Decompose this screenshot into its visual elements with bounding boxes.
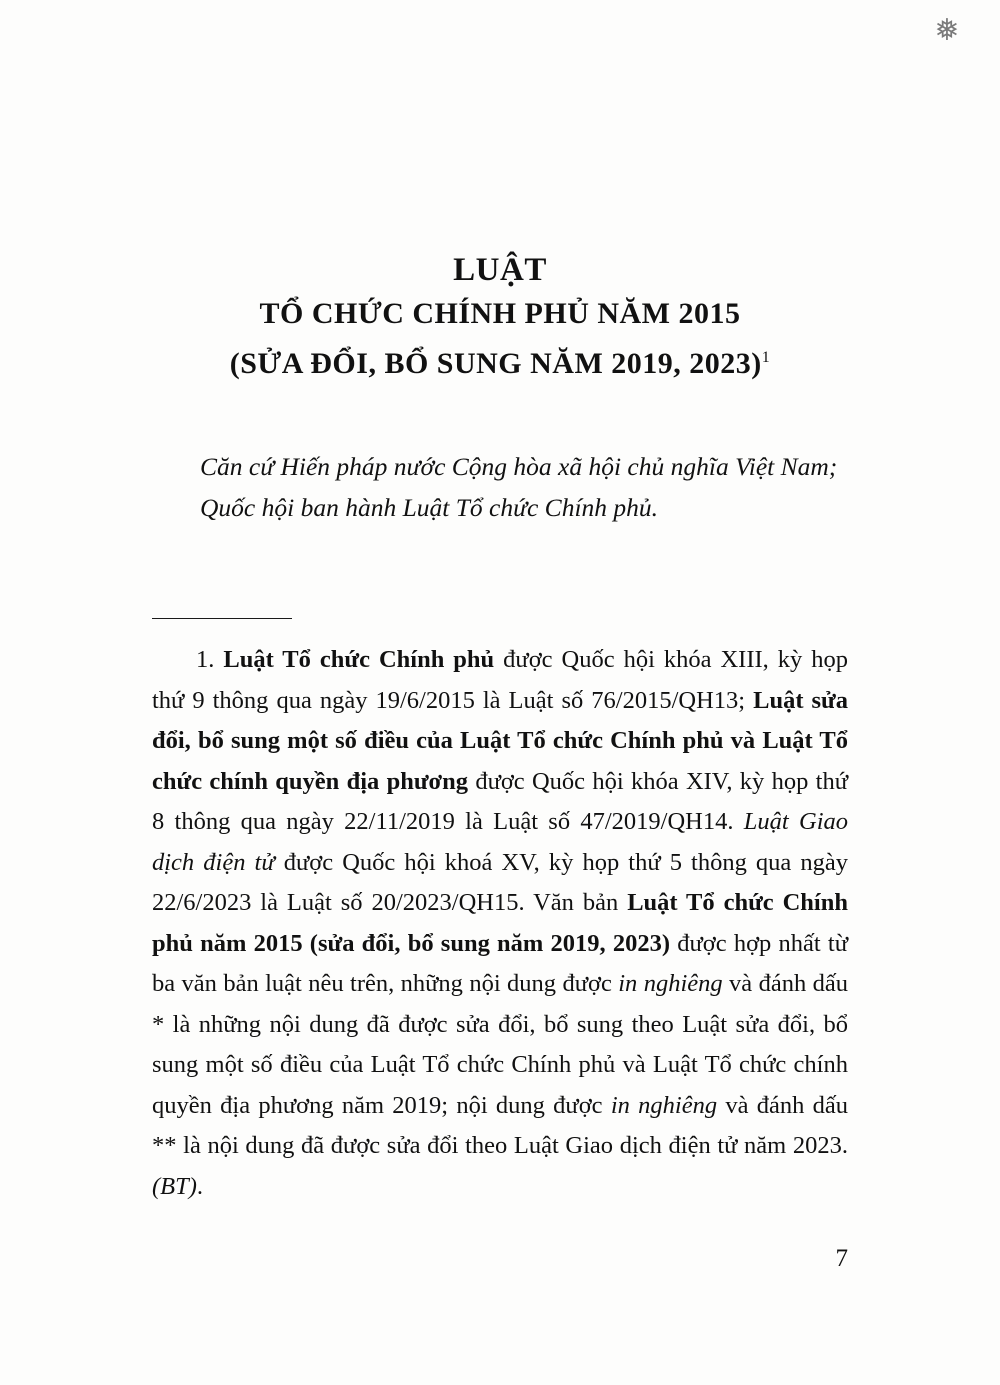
- footnote-segment-3: Luật sửa đổi, bổ sung một số điều của Luật Tổ chức Chính phủ và Luật Tổ chức chính quyền địa phương: [152, 686, 848, 795]
- title-line-1: LUẬT: [453, 252, 547, 288]
- footnote-marker: 1.: [196, 646, 224, 673]
- footnote-segment-7: Luật Tổ chức Chính phủ năm 2015 (sửa đổi, bổ sung năm 2019, 2023): [152, 889, 848, 957]
- title-line-3-text: (SỬA ĐỔI, BỔ SUNG NĂM 2019, 2023): [229, 347, 762, 380]
- footnote-segment-13: (BT): [152, 1172, 197, 1200]
- footnote-segment-11: in nghiêng: [610, 1091, 718, 1119]
- footnote-segment-5: Luật Giao dịch điện tử: [152, 808, 848, 876]
- footnote-segment-12: và đánh dấu ** là nội dung đã được sửa đổi theo Luật Giao dịch điện tử năm 2023.: [152, 1091, 848, 1159]
- title-line-2: TỔ CHỨC CHÍNH PHỦ NĂM 2015: [259, 297, 741, 330]
- page-number: 7: [835, 1245, 848, 1272]
- footnote-segment-10: và đánh dấu * là những nội dung đã được sửa đổi, bổ sung theo Luật sửa đổi, bổ sung một số điều của Luật Tổ chức Chính phủ và Luật Tổ chức chính quyền địa phương năm 2019; nội dung được: [152, 970, 848, 1119]
- footnote-segment-6: được Quốc hội khoá XV, kỳ họp thứ 5 thông qua ngày 22/6/2023 là Luật số 20/2023/QH15. Văn bản: [152, 848, 848, 916]
- title-line-3: [152, 336, 848, 386]
- page-title: [152, 248, 848, 386]
- preamble-block: [152, 446, 848, 528]
- footnote-segment-2: được Quốc hội khóa XIII, kỳ họp thứ 9 thông qua ngày 19/6/2015 là Luật số 76/2015/QH13;: [152, 646, 849, 714]
- footnote-segment-14: .: [196, 1172, 204, 1200]
- footnote-segment-4: được Quốc hội khóa XIV, kỳ họp thứ 8 thông qua ngày 22/11/2019 là Luật số 47/2019/QH14.: [152, 767, 848, 835]
- title-footnote-marker: 1: [761, 349, 771, 366]
- footnote-segment-8: được hợp nhất từ ba văn bản luật nêu trên, những nội dung được: [152, 929, 848, 997]
- footnote-text: [152, 640, 848, 1207]
- page-content: [152, 0, 848, 1385]
- footnote-separator: [152, 618, 292, 619]
- footnote-segment-1: Luật Tổ chức Chính phủ: [223, 646, 495, 673]
- snowflake-ornament-icon: ❅: [934, 14, 960, 47]
- preamble-line-1: Căn cứ Hiến pháp nước Cộng hòa xã hội chủ nghĩa Việt Nam;: [200, 452, 838, 481]
- preamble-line-2: Quốc hội ban hành Luật Tổ chức Chính phủ.: [200, 493, 659, 522]
- footnote-segment-9: in nghiêng: [618, 970, 723, 997]
